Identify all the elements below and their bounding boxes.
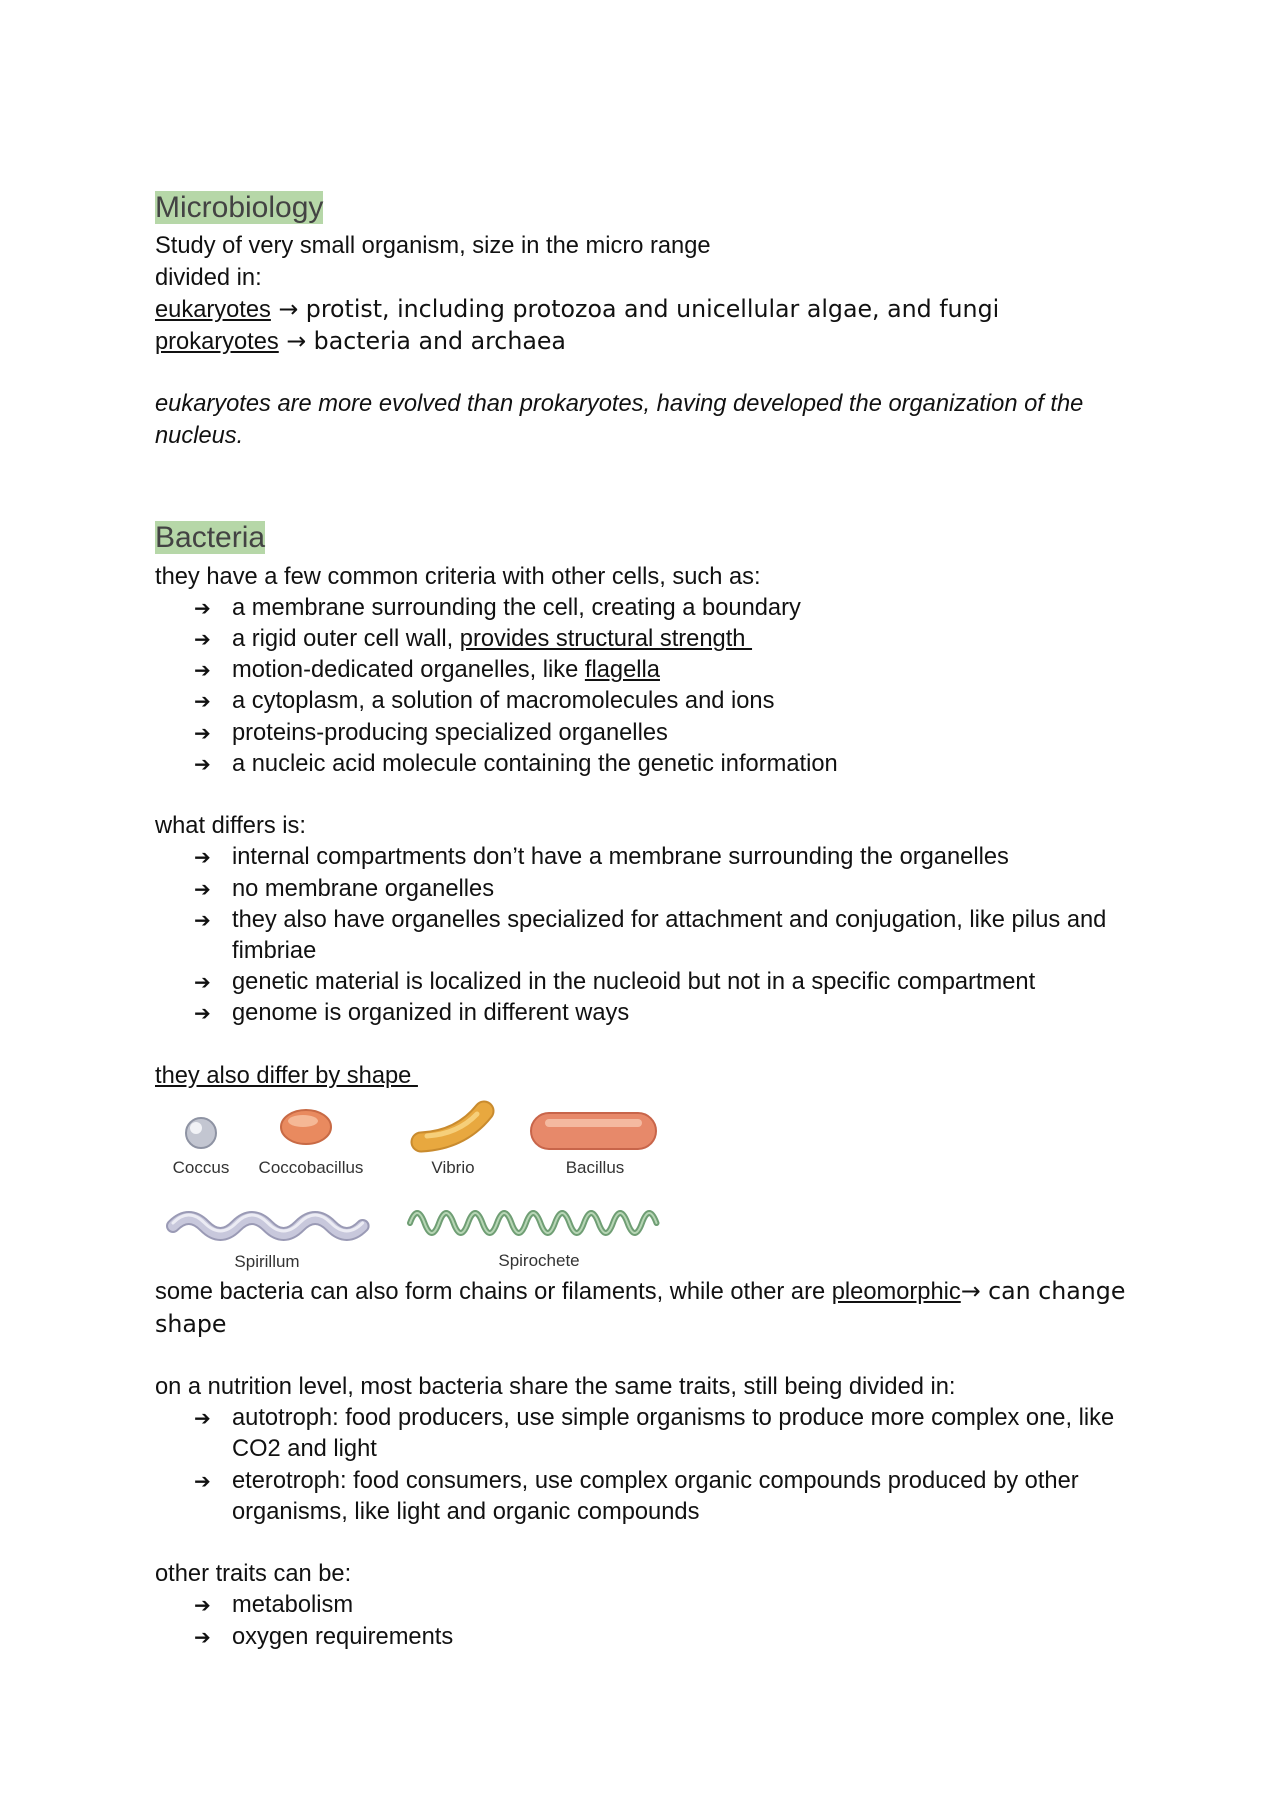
shape-heading-line <box>155 1061 1145 1092</box>
trait-item <box>155 1590 1145 1621</box>
criteria-underlined-text: provides structural strength <box>459 625 753 652</box>
pleomorphic-note-text: some bacteria can also form chains or filaments, while other are <box>155 1279 832 1306</box>
vibrio-label: Vibrio <box>431 1157 475 1177</box>
nutrition-list <box>155 1403 1145 1528</box>
spacer <box>155 358 1145 389</box>
arrow-bullet-icon: ➔ <box>194 658 211 683</box>
divided-in-line: divided in: <box>155 264 262 291</box>
difference-text: internal compartments don’t have a membrane surrounding the organelles <box>232 844 1009 871</box>
prokaryotes-term: prokaryotes <box>155 329 279 355</box>
difference-text: genetic material is localized in the nucleoid but not in a specific compartment <box>232 969 1036 996</box>
heading-bacteria-text: Bacteria <box>155 521 266 555</box>
nutrition-text: autotroph: food producers, use simple organisms to produce more complex one, like CO2 and light <box>232 1405 1115 1463</box>
trait-text: metabolism <box>232 1592 354 1619</box>
arrow-bullet-icon: ➔ <box>194 876 211 901</box>
bacillus-label: Bacillus <box>565 1157 625 1177</box>
spacer <box>155 483 1145 514</box>
difference-item <box>155 998 1145 1029</box>
arrow-bullet-icon: ➔ <box>194 1468 211 1493</box>
arrow-bullet-icon: ➔ <box>194 970 211 995</box>
evolution-note: eukaryotes are more evolved than prokaryotes, having developed the organization of the nucleus. <box>155 391 1084 449</box>
criteria-item <box>155 655 1145 686</box>
pleomorphic-term: pleomorphic <box>831 1279 961 1306</box>
coccobacillus-shape <box>281 1110 331 1144</box>
spacer <box>155 1528 1145 1559</box>
spacer <box>155 1030 1145 1061</box>
criteria-item <box>155 593 1145 624</box>
criteria-text: proteins-producing specialized organelles <box>232 719 668 746</box>
heading-bacteria <box>155 518 1145 558</box>
differences-intro: what differs is: <box>155 813 306 840</box>
coccobacillus-label: Coccobacillus <box>258 1157 364 1177</box>
arrow-bullet-icon: ➔ <box>194 595 211 620</box>
bacillus-shape <box>531 1113 656 1149</box>
difference-text: they also have organelles specialized for attachment and conjugation, like pilus and fimbriae <box>232 906 1107 964</box>
arrow-bullet-icon: ➔ <box>194 1001 211 1026</box>
arrow-bullet-icon: ➔ <box>194 907 211 932</box>
difference-item <box>155 967 1145 998</box>
criteria-item <box>155 718 1145 749</box>
eukaryotes-term: eukaryotes <box>155 296 271 323</box>
criteria-item <box>155 686 1145 717</box>
difference-text: no membrane organelles <box>232 875 495 902</box>
difference-item <box>155 905 1145 967</box>
arrow-bullet-icon: ➔ <box>194 751 211 776</box>
spacer <box>155 452 1145 483</box>
coccus-label: Coccus <box>172 1157 230 1177</box>
trait-item <box>155 1622 1145 1653</box>
arrow-bullet-icon: ➔ <box>194 689 211 714</box>
criteria-text: motion-dedicated organelles, like <box>232 657 585 684</box>
spirillum-shape <box>173 1215 363 1234</box>
definition-line: Study of very small organism, size in the micro range <box>155 233 711 260</box>
common-criteria-list <box>155 593 1145 780</box>
shape-heading: they also differ by shape <box>155 1062 418 1089</box>
criteria-text: a rigid outer cell wall, <box>232 625 460 652</box>
criteria-text: a membrane surrounding the cell, creating a boundary <box>232 594 801 621</box>
heading-microbiology-text: Microbiology <box>155 191 324 224</box>
spirochete-label: Spirochete <box>498 1250 580 1270</box>
nutrition-item <box>155 1466 1145 1528</box>
difference-text: genome is organized in different ways <box>232 1000 630 1027</box>
bacteria-shapes-illustration <box>155 1092 775 1276</box>
arrow-bullet-icon: ➔ <box>194 845 211 870</box>
differences-list <box>155 842 1145 1029</box>
other-traits-intro: other traits can be: <box>155 1561 352 1588</box>
pleomorphic-note <box>155 1276 1145 1340</box>
prokaryotes-line <box>155 326 1145 358</box>
arrow-bullet-icon: ➔ <box>194 1624 211 1649</box>
criteria-item <box>155 749 1145 780</box>
coccus-shape <box>186 1118 216 1148</box>
arrow-bullet-icon: ➔ <box>194 720 211 745</box>
other-traits-list <box>155 1590 1145 1652</box>
pleomorphic-description: → can change shape <box>155 1277 1126 1338</box>
difference-item <box>155 842 1145 873</box>
criteria-underlined-text: flagella <box>584 657 660 684</box>
spirochete-shape <box>410 1213 657 1233</box>
eukaryotes-line <box>155 294 1145 326</box>
spacer <box>155 1341 1145 1372</box>
criteria-text: a nucleic acid molecule containing the genetic information <box>232 750 838 777</box>
nutrition-text: eterotroph: food consumers, use complex organic compounds produced by other organisms, like light and organic compounds <box>232 1467 1079 1525</box>
nutrition-item <box>155 1403 1145 1465</box>
document-body <box>155 184 1145 1653</box>
spirillum-label: Spirillum <box>234 1251 300 1271</box>
arrow-bullet-icon: ➔ <box>194 1406 211 1431</box>
eukaryotes-description: → protist, including protozoa and unicellular algae, and fungi <box>270 294 1000 323</box>
arrow-bullet-icon: ➔ <box>194 1593 211 1618</box>
criteria-text: a cytoplasm, a solution of macromolecules and ions <box>232 688 775 715</box>
vibrio-shape <box>421 1111 484 1142</box>
trait-text: oxygen requirements <box>232 1623 454 1650</box>
nutrition-intro: on a nutrition level, most bacteria share the same traits, still being divided in: <box>155 1373 956 1400</box>
criteria-item <box>155 624 1145 655</box>
heading-microbiology <box>155 188 1145 228</box>
bacteria-shapes-figure <box>155 1092 1145 1276</box>
prokaryotes-description: → bacteria and archaea <box>278 327 566 355</box>
spacer <box>155 780 1145 811</box>
common-criteria-intro: they have a few common criteria with other cells, such as: <box>155 563 761 590</box>
arrow-bullet-icon: ➔ <box>194 626 211 651</box>
difference-item <box>155 874 1145 905</box>
